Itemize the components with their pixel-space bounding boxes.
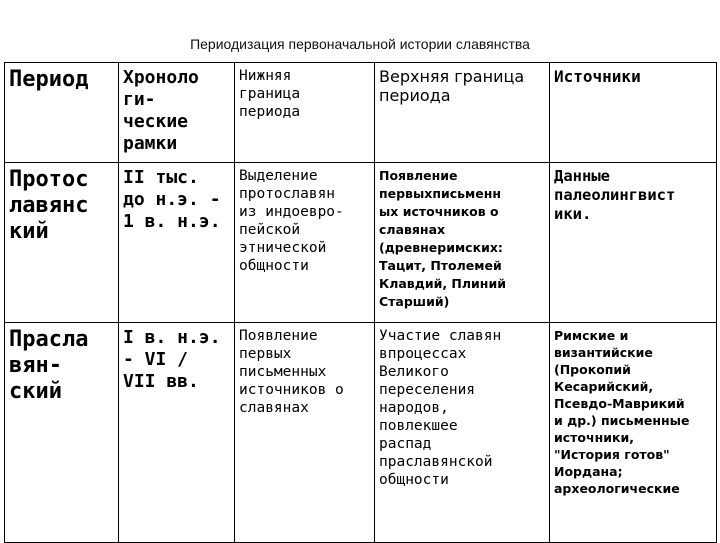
table-cell [375,323,550,543]
cell-lower: Выделение протославян из индоевро- пейской этнической общности [239,168,344,274]
table-row [5,323,717,543]
cell-upper: Участие славян впроцессах Великого переселения народов, повлекшее распад праславянской общности [379,328,502,488]
cell-chrono: I в. н.э. - VI / VII вв. [123,327,221,392]
table-cell [550,163,717,323]
table-cell [235,163,375,323]
cell-period: Прасла вян- ский [9,327,89,404]
cell-sources: Данные палеолингвист ики. [554,167,676,223]
header-cell [5,63,119,163]
cell-sources: Римские и византийские (Прокопий Кесарийский, Псевдо-Маврикий и др.) письменные источники, "История готов" Иордана; археологические [554,328,690,496]
table-cell [235,323,375,543]
table-cell [5,163,119,323]
header-cell [550,63,717,163]
table-cell [550,323,717,543]
header-period: Период [9,67,89,92]
header-cell [375,63,550,163]
cell-lower: Появление первых письменных источников о славянах [239,328,344,416]
table-cell [119,163,235,323]
header-cell [119,63,235,163]
header-lower: Нижняя граница периода [239,68,301,120]
header-cell [235,63,375,163]
header-sources: Источники [554,67,641,86]
cell-period: Протос лавянс кий [9,167,89,244]
header-upper: Верхняя граница периода [379,67,525,105]
table-cell [375,163,550,323]
table-cell [5,323,119,543]
header-row [5,63,717,163]
header-chrono: Хроноло ги- ческие рамки [123,67,199,154]
cell-upper: Появление первыхписьменн ых источников о славянах (древнеримских: Тацит, Птолемей Клавдий, Плиний Старший) [379,168,506,309]
table-row [5,163,717,323]
table-cell [119,323,235,543]
cell-chrono: II тыс. до н.э. - 1 в. н.э. [123,167,221,232]
page-title: Периодизация первоначальной истории славянства [190,36,530,52]
periodization-table [4,62,717,543]
